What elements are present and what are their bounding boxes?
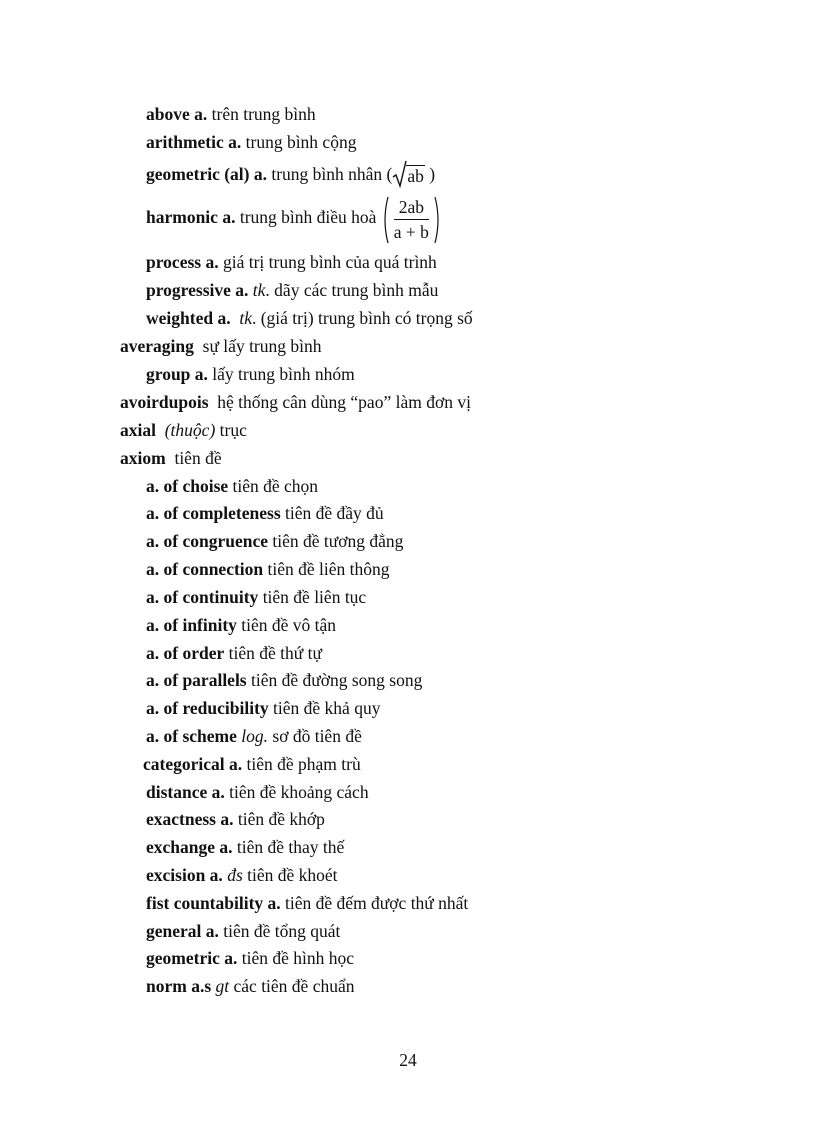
entry-definition: tiên đề khoét xyxy=(247,865,338,885)
entry-distance-a xyxy=(146,781,369,803)
entry-definition: giá trị trung bình của quá trình xyxy=(222,252,437,272)
entry-definition: tiên đề vô tận xyxy=(241,615,337,635)
entry-definition: hệ thống cân dùng “pao” làm đơn vị xyxy=(217,392,471,412)
entry-definition: các tiên đề chuẩn xyxy=(233,976,355,996)
entry-norm-as xyxy=(146,975,355,997)
entry-term: distance a. xyxy=(146,782,225,802)
entry-definition: trục xyxy=(219,420,247,440)
entry-definition: tiên đề xyxy=(174,448,222,468)
entry-a-of-choise xyxy=(146,475,318,497)
entry-term: weighted a. xyxy=(146,308,231,328)
entry-a-of-parallels xyxy=(146,669,422,691)
entry-definition: tiên đề khoảng cách xyxy=(229,782,369,802)
entry-term: fist countability a. xyxy=(146,893,281,913)
harmonic-fraction xyxy=(381,194,442,244)
entry-term: exchange a. xyxy=(146,837,233,857)
right-paren-icon xyxy=(434,196,442,244)
entry-definition: tiên đề hình học xyxy=(241,948,354,968)
entry-arithmetic-a xyxy=(146,131,356,153)
entry-general-a xyxy=(146,920,340,942)
entry-a-of-congruence xyxy=(146,530,403,552)
radicand: ab xyxy=(407,166,424,186)
closing-paren: ) xyxy=(429,164,436,184)
fraction-denominator: a + b xyxy=(393,222,429,243)
entry-term: group a. xyxy=(146,364,208,384)
entry-abbreviation: gt xyxy=(215,976,230,996)
entry-categorical-a xyxy=(143,753,361,775)
entry-abbreviation: tk xyxy=(252,280,266,300)
entry-definition: tiên đề đầy đủ xyxy=(285,503,384,523)
entry-definition: . dãy các trung bình mẫu xyxy=(265,280,439,300)
entry-axiom xyxy=(120,447,222,469)
entry-term: geometric (al) a. xyxy=(146,164,267,184)
entry-term: a. of infinity xyxy=(146,615,237,635)
entry-a-of-connection xyxy=(146,558,390,580)
entry-definition: tiên đề tương đẳng xyxy=(272,531,404,551)
entry-term: a. of completeness xyxy=(146,503,281,523)
left-paren-icon xyxy=(381,196,389,244)
entry-definition: trên trung bình xyxy=(211,104,316,124)
entry-definition: tiên đề chọn xyxy=(232,476,319,496)
entry-term: a. of congruence xyxy=(146,531,268,551)
entry-term: harmonic a. xyxy=(146,207,236,227)
entry-definition: tiên đề đếm được thứ nhất xyxy=(285,893,469,913)
entry-term: exactness a. xyxy=(146,809,234,829)
entry-definition: lấy trung bình nhóm xyxy=(212,364,355,384)
entry-term: a. of order xyxy=(146,643,225,663)
entry-definition: tiên đề liên thông xyxy=(267,559,390,579)
entry-definition: tiên đề phạm trù xyxy=(246,754,361,774)
entry-definition: tiên đề đường song song xyxy=(251,670,423,690)
entry-abbreviation: tk xyxy=(239,308,252,328)
entry-term: categorical a. xyxy=(143,754,243,774)
entry-definition: sơ đồ tiên đề xyxy=(272,726,362,746)
entry-process-a xyxy=(146,251,437,273)
square-root-formula xyxy=(392,165,425,187)
entry-definition: tiên đề liên tục xyxy=(262,587,367,607)
entry-term: a. of parallels xyxy=(146,670,247,690)
entry-avoirdupois xyxy=(120,391,471,413)
entry-term: arithmetic a. xyxy=(146,132,242,152)
radical-sign-icon xyxy=(392,160,407,188)
entry-geometric-a xyxy=(146,947,354,969)
entry-exactness-a xyxy=(146,808,325,830)
page-number: 24 xyxy=(399,1050,417,1070)
entry-a-of-order xyxy=(146,642,322,664)
entry-fist-countability-a xyxy=(146,892,468,914)
entry-term: process a. xyxy=(146,252,219,272)
entry-a-of-continuity xyxy=(146,586,366,608)
entry-definition: trung bình nhân ( xyxy=(271,164,393,184)
entry-term: general a. xyxy=(146,921,219,941)
entry-progressive-a xyxy=(146,279,438,301)
entry-term: axiom xyxy=(120,448,166,468)
entry-definition: . (giá trị) trung bình có trọng số xyxy=(251,308,473,328)
entry-term: a. of reducibility xyxy=(146,698,269,718)
entry-abbreviation: đs xyxy=(227,865,243,885)
entry-group-a xyxy=(146,363,355,385)
entry-definition: tiên đề khả quy xyxy=(273,698,381,718)
entry-term: a. of connection xyxy=(146,559,264,579)
entry-averaging xyxy=(120,335,322,357)
entry-definition: tiên đề thay thế xyxy=(236,837,345,857)
entry-term: a. of continuity xyxy=(146,587,259,607)
entry-abbreviation: (thuộc) xyxy=(164,420,216,440)
entry-axial xyxy=(120,419,247,441)
entry-excision-a xyxy=(146,864,338,886)
entry-abbreviation: log. xyxy=(241,726,269,746)
entry-above-a xyxy=(146,103,316,125)
entry-term: averaging xyxy=(120,336,194,356)
entry-term: excision a. xyxy=(146,865,223,885)
entry-geometric-al-a xyxy=(146,163,435,187)
entry-a-of-completeness xyxy=(146,502,384,524)
entry-a-of-infinity xyxy=(146,614,336,636)
entry-exchange-a xyxy=(146,836,344,858)
entry-term: axial xyxy=(120,420,156,440)
entry-definition: tiên đề khớp xyxy=(237,809,325,829)
entry-definition: tiên đề thứ tự xyxy=(228,643,322,663)
entry-term: above a. xyxy=(146,104,208,124)
entry-term: geometric a. xyxy=(146,948,238,968)
entry-definition: sự lấy trung bình xyxy=(202,336,322,356)
entry-definition: trung bình điều hoà xyxy=(239,207,377,227)
fraction-numerator: 2ab xyxy=(394,195,429,220)
entry-term: progressive a. xyxy=(146,280,249,300)
entry-a-of-scheme xyxy=(146,725,362,747)
entry-definition: trung bình cộng xyxy=(245,132,357,152)
entry-term: avoirdupois xyxy=(120,392,209,412)
entry-weighted-a xyxy=(146,307,473,329)
entry-a-of-reducibility xyxy=(146,697,380,719)
entry-definition: tiên đề tổng quát xyxy=(223,921,341,941)
entry-term: a. of choise xyxy=(146,476,229,496)
entry-harmonic-a xyxy=(146,193,442,244)
entry-term: a. of scheme xyxy=(146,726,237,746)
entry-term: norm a.s xyxy=(146,976,212,996)
